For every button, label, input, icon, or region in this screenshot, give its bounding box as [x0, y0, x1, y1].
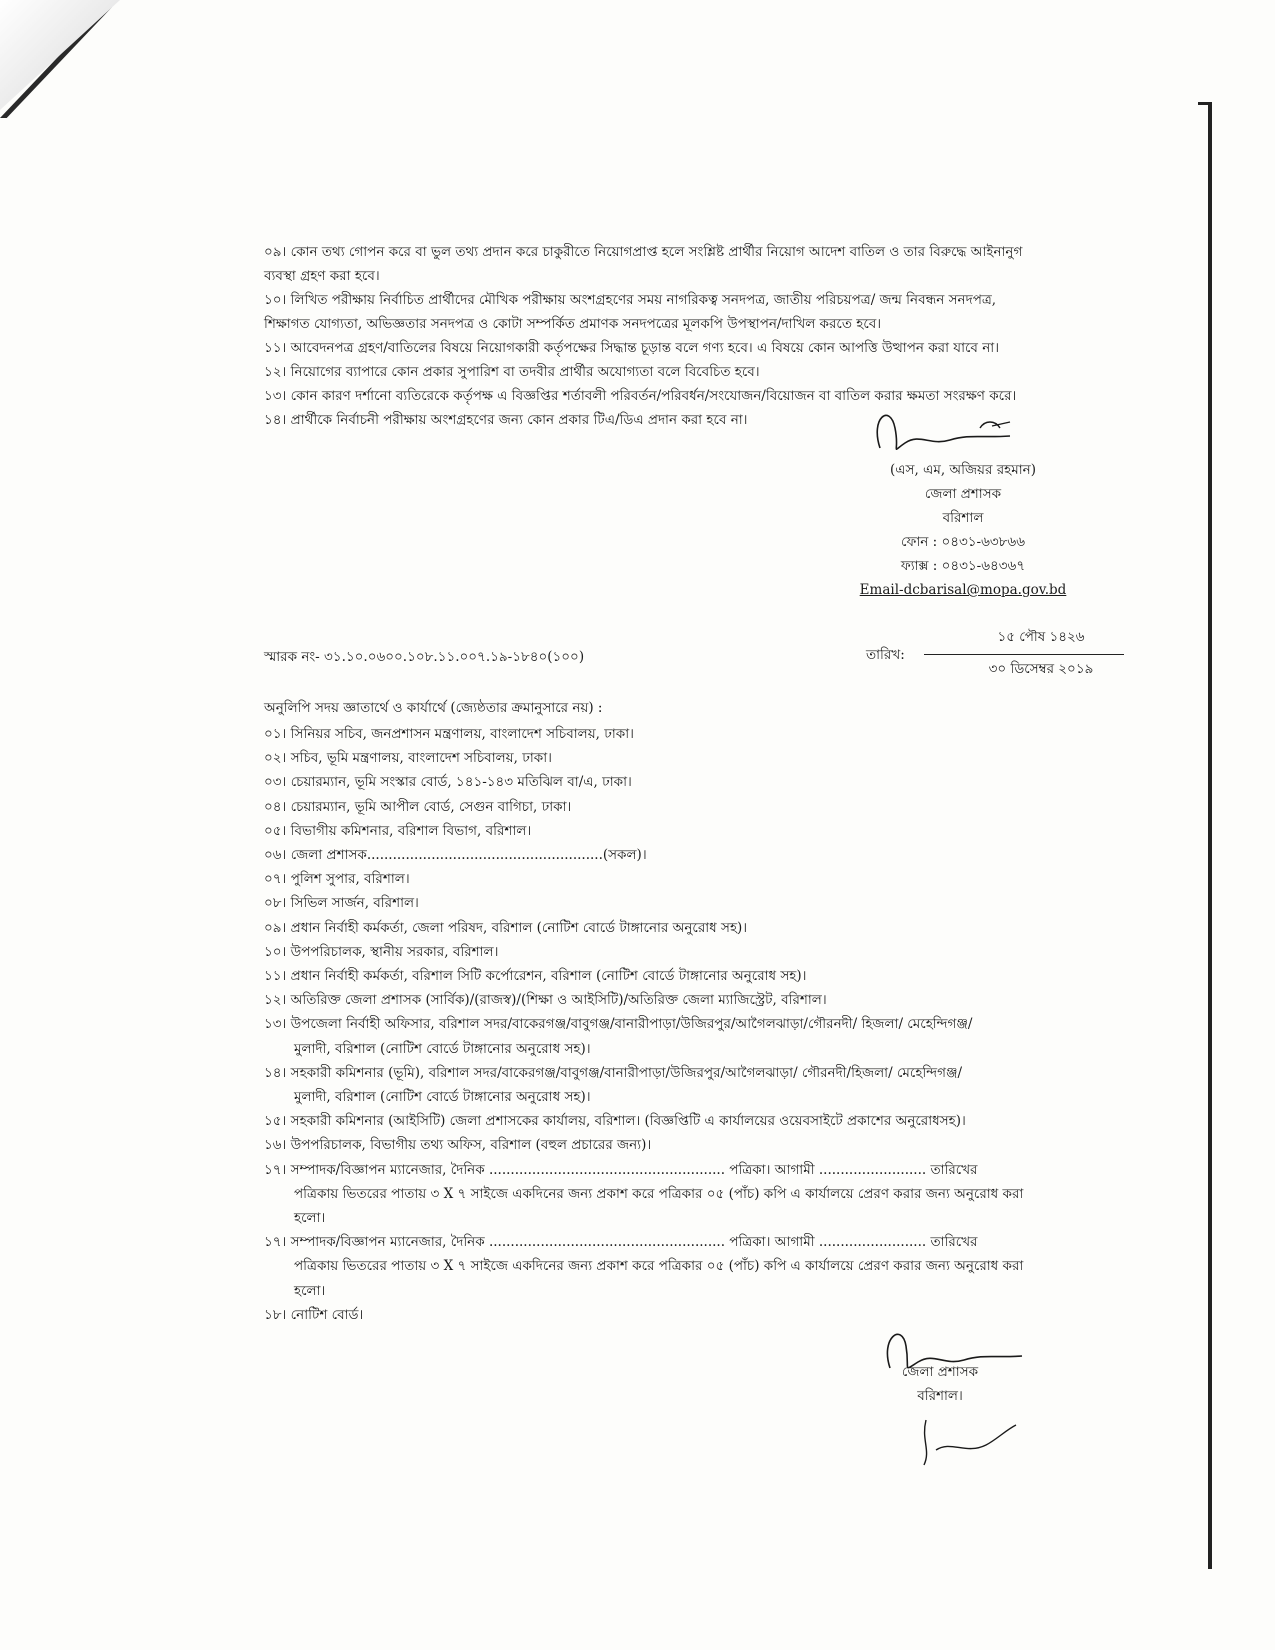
- cc-item: [264, 819, 1094, 843]
- cc-text: সিনিয়র সচিব, জনপ্রশাসন মন্ত্রণালয়, বাংলাদেশ সচিবালয়, ঢাকা।: [290, 726, 634, 742]
- cc-number: ০৮।: [264, 895, 287, 912]
- condition-text: কোন তথ্য গোপন করে বা ভুল তথ্য প্রদান করে চাকুরীতে নিয়োগপ্রাপ্ত হলে সংশ্লিষ্ট প্রার্থীর নিয়োগ আদেশ বাতিল ও তার বিরুদ্ধে আইনানুগ: [290, 244, 1023, 260]
- condition-text: প্রার্থীকে নির্বাচনী পরীক্ষায় অংশগ্রহণের জন্য কোন প্রকার টিএ/ডিএ প্রদান করা হবে না।: [290, 412, 748, 428]
- cc-number: ১৮।: [264, 1306, 287, 1323]
- cc-text: প্রধান নির্বাহী কর্মকর্তা, বরিশাল সিটি কর্পোরেশন, বরিশাল (নোটিশ বোর্ডে টাঙ্গানোর অনুরোধ সহ)।: [290, 968, 807, 985]
- condition-text: কোন কারণ দর্শানো ব্যতিরেকে কর্তৃপক্ষ এ বিজ্ঞপ্তির শর্তাবলী পরিবর্তন/পরিবর্ধন/সংযোজন/বিয়োজন বা বাতিল করার ক্ষমতা সংরক্ষণ করে।: [290, 388, 1017, 404]
- cc-number: ১৬।: [264, 1137, 287, 1154]
- cc-item: [264, 988, 1094, 1012]
- condition-number: ১৪।: [264, 412, 287, 428]
- signatory-designation: জেলা প্রশাসক: [924, 486, 1002, 502]
- cc-text: উপপরিচালক, স্থানীয় সরকার, বরিশাল।: [290, 943, 499, 960]
- cc-text: বিভাগীয় কমিশনার, বরিশাল বিভাগ, বরিশাল।: [290, 822, 532, 839]
- cc-number: ০৩।: [264, 774, 287, 791]
- cc-continuation: মুলাদী, বরিশাল (নোটিশ বোর্ডে টাঙ্গানোর অনুরোধ সহ)।: [294, 1040, 591, 1057]
- cc-item: [264, 722, 1094, 746]
- cc-item: [264, 867, 1094, 891]
- cc-item: [264, 940, 1094, 964]
- signatory-fax: ফ্যাক্স : ০৪৩১-৬৪৩৬৭: [900, 558, 1026, 574]
- cc-text: সচিব, ভূমি মন্ত্রণালয়, বাংলাদেশ সচিবালয়, ঢাকা।: [290, 750, 552, 767]
- cc-number: ০১।: [264, 726, 287, 742]
- cc-item: [264, 795, 1094, 819]
- condition-text: আবেদনপত্র গ্রহণ/বাতিলের বিষয়ে নিয়োগকারী কর্তৃপক্ষের সিদ্ধান্ত চূড়ান্ত বলে গণ্য হবে। এ বিষয়ে কোন আপত্তি উত্থাপন করা যাবে না।: [290, 340, 1000, 356]
- signatory-place: বরিশাল: [942, 510, 984, 526]
- cc-text: উপজেলা নির্বাহী অফিসার, বরিশাল সদর/বাকেরগঞ্জ/বাবুগঞ্জ/বানারীপাড়া/উজিরপুর/আগৈলঝাড়া/গৌরনদী/ হিজলা/ মেহেন্দিগঞ্জ/: [290, 1016, 973, 1033]
- cc-continuation: হলো।: [294, 1210, 326, 1227]
- cc-number: ০২।: [264, 750, 287, 767]
- condition-number: ১১।: [264, 340, 287, 356]
- condition-number: ১০।: [264, 292, 287, 308]
- date-divider: [924, 654, 1124, 655]
- cc-text: জেলা প্রশাসক.......................................................(সকল)।: [290, 847, 647, 864]
- cc-heading: অনুলিপি সদয় জ্ঞাতার্থে ও কার্যার্থে (জ্যেষ্ঠতার ক্রমানুসারে নয়) :: [264, 700, 603, 716]
- cc-number: ১০।: [264, 943, 287, 960]
- cc-text: সহকারী কমিশনার (ভূমি), বরিশাল সদর/বাকেরগঞ্জ/বাবুগঞ্জ/বানারীপাড়া/উজিরপুর/আগৈলঝাড়া/ গৌরনদী/হিজলা/ মেহেন্দিগঞ্জ/: [290, 1064, 963, 1081]
- cc-text: সিভিল সার্জন, বরিশাল।: [290, 895, 419, 912]
- cc-continuation: পত্রিকায় ভিতরের পাতায় ৩ X ৭ সাইজে একদিনের জন্য প্রকাশ করে পত্রিকার ০৫ (পাঁচ) কপি এ কার্যালয়ে প্রেরণ করার জন্য অনুরোধ করা: [294, 1258, 1024, 1275]
- cc-item: [264, 843, 1094, 867]
- condition-number: ০৯।: [264, 244, 287, 260]
- cc-number: ০৭।: [264, 871, 287, 888]
- cc-number: ১২।: [264, 992, 287, 1009]
- cc-number: ০৯।: [264, 919, 287, 936]
- cc-item: [264, 916, 1094, 940]
- cc-text: উপপরিচালক, বিভাগীয় তথ্য অফিস, বরিশাল (বহুল প্রচারের জন্য)।: [290, 1137, 652, 1154]
- cc-text: পুলিশ সুপার, বরিশাল।: [290, 871, 410, 888]
- cc-number: ১৩।: [264, 1016, 287, 1033]
- condition-item: [264, 336, 1094, 360]
- cc-text: সম্পাদক/বিজ্ঞাপন ম্যানেজার, দৈনিক ....................................................... পত্রিকা। আগামী ......................... তারিখের: [290, 1161, 978, 1178]
- cc-item: [264, 770, 1094, 794]
- condition-text: নিয়োগের ব্যাপারে কোন প্রকার সুপারিশ বা তদবীর প্রার্থীর অযোগ্যতা বলে বিবেচিত হবে।: [290, 364, 760, 380]
- date-english: ৩০ ডিসেম্বর ২০১৯: [988, 661, 1094, 677]
- cc-text: চেয়ারম্যান, ভূমি সংস্কার বোর্ড, ১৪১-১৪৩ মতিঝিল বা/এ, ঢাকা।: [290, 774, 632, 791]
- condition-item: [264, 240, 1094, 264]
- date-label: তারিখ:: [866, 647, 905, 663]
- cc-list: [264, 722, 1094, 1327]
- signatory-name: (এস, এম, অজিয়র রহমান): [890, 462, 1036, 478]
- condition-item: [264, 360, 1094, 384]
- cc-item: [264, 1133, 1094, 1157]
- cc-number: ১৭।: [264, 1234, 287, 1251]
- cc-continuation: পত্রিকায় ভিতরের পাতায় ৩ X ৭ সাইজে একদিনের জন্য প্রকাশ করে পত্রিকার ০৫ (পাঁচ) কপি এ কার্যালয়ে প্রেরণ করার জন্য অনুরোধ করা: [294, 1185, 1024, 1202]
- scan-edge-mark: [1208, 104, 1212, 1569]
- cc-number: ১৫।: [264, 1113, 287, 1130]
- signatory2-place: বরিশাল।: [917, 1388, 963, 1404]
- cc-item: [264, 891, 1094, 915]
- cc-item: [264, 1230, 1094, 1254]
- cc-number: ০৬।: [264, 847, 287, 864]
- condition-number: ১২।: [264, 364, 287, 380]
- signatory-email[interactable]: Email-dcbarisal@mopa.gov.bd: [859, 582, 1067, 598]
- condition-continuation: শিক্ষাগত যোগ্যতা, অভিজ্ঞতার সনদপত্র ও কোটা সম্পর্কিত প্রমাণক সনদপত্রের মূলকপি উপস্থাপন/দাখিল করতে হবে।: [264, 316, 882, 332]
- condition-item: [264, 288, 1094, 312]
- cc-item: [264, 964, 1094, 988]
- cc-item: [264, 1061, 1094, 1085]
- cc-text: প্রধান নির্বাহী কর্মকর্তা, জেলা পরিষদ, বরিশাল (নোটিশ বোর্ডে টাঙ্গানোর অনুরোধ সহ)।: [290, 919, 748, 936]
- signature-mark: [860, 398, 1020, 458]
- cc-number: ১৭।: [264, 1161, 287, 1178]
- signatory2-designation: জেলা প্রশাসক: [901, 1364, 979, 1380]
- cc-number: ১৪।: [264, 1064, 287, 1081]
- cc-text: চেয়ারম্যান, ভূমি আপীল বোর্ড, সেগুন বাগিচা, ঢাকা।: [290, 798, 572, 815]
- condition-text: লিখিত পরীক্ষায় নির্বাচিত প্রার্থীদের মৌখিক পরীক্ষায় অংশগ্রহণের সময় নাগরিকত্ব সনদপত্র, জাতীয় পরিচয়পত্র/ জন্ম নিবন্ধন সনদপত্র,: [290, 292, 997, 308]
- cc-number: ০৫।: [264, 822, 287, 839]
- cc-text: নোটিশ বোর্ড।: [290, 1306, 364, 1323]
- cc-item: [264, 1109, 1094, 1133]
- cc-item: [264, 1012, 1094, 1036]
- signature-block: [838, 458, 1088, 602]
- condition-number: ১৩।: [264, 388, 287, 404]
- date-bangla: ১৫ পৌষ ১৪২৬: [997, 629, 1085, 645]
- signature-block-2: [880, 1360, 1000, 1408]
- cc-text: সম্পাদক/বিজ্ঞাপন ম্যানেজার, দৈনিক ....................................................... পত্রিকা। আগামী ......................... তারিখের: [290, 1234, 978, 1251]
- cc-continuation: মুলাদী, বরিশাল (নোটিশ বোর্ডে টাঙ্গানোর অনুরোধ সহ)।: [294, 1089, 591, 1106]
- initials-mark: [896, 1410, 1056, 1470]
- cc-item: [264, 746, 1094, 770]
- cc-text: অতিরিক্ত জেলা প্রশাসক (সার্বিক)/(রাজস্ব)/(শিক্ষা ও আইসিটি)/অতিরিক্ত জেলা ম্যাজিস্ট্রেট, বরিশাল।: [290, 992, 827, 1009]
- cc-text: সহকারী কমিশনার (আইসিটি) জেলা প্রশাসকের কার্যালয়, বরিশাল। (বিজ্ঞপ্তিটি এ কার্যালয়ের ওয়েবসাইটে প্রকাশের অনুরোধসহ)।: [290, 1113, 966, 1130]
- cc-number: ১১।: [264, 968, 287, 985]
- cc-continuation: হলো।: [294, 1282, 326, 1299]
- condition-continuation: ব্যবস্থা গ্রহণ করা হবে।: [264, 268, 380, 284]
- page-fold-corner: [0, 0, 120, 110]
- memo-number: স্মারক নং- ৩১.১০.০৬০০.১০৮.১১.০০৭.১৯-১৮৪০(১০০): [264, 649, 585, 665]
- cc-number: ০৪।: [264, 798, 287, 815]
- signatory-phone: ফোন : ০৪৩১-৬৩৮৬৬: [901, 534, 1025, 550]
- cc-item: [264, 1158, 1094, 1182]
